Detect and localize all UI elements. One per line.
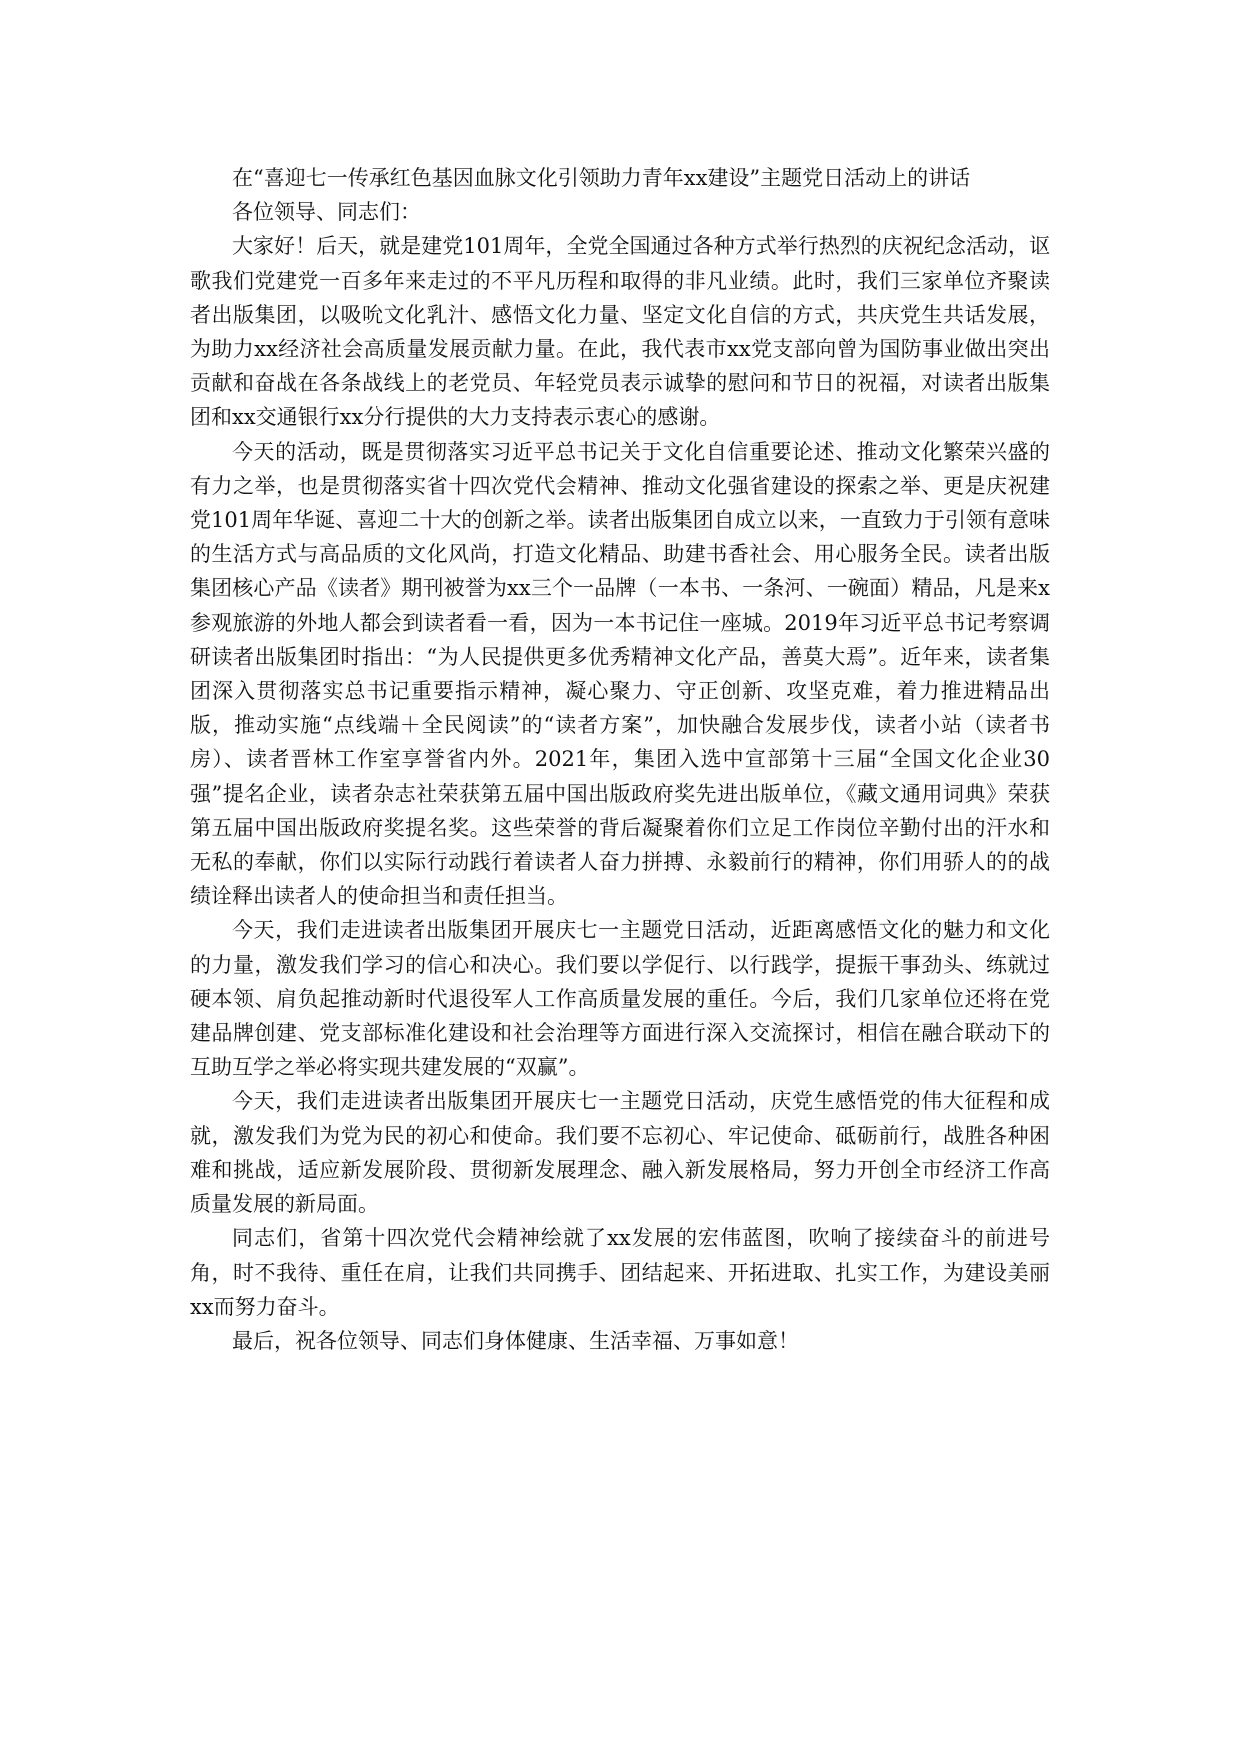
paragraph-learning: 今天，我们走进读者出版集团开展庆七一主题党日活动，近距离感悟文化的魅力和文化的力量，激发我们学习的信心和决心。我们要以学促行、以行践学，提振干事劲头、练就过硬本领、肩负起推动新时代退役军人工作高质量发展的重任。今后，我们几家单位还将在党建品牌创建、党支部标准化建设和社会治理等方面进行深入交流探讨，相信在融合联动下的互助互学之举必将实现共建发展的“双赢”。 bbox=[190, 918, 1050, 1080]
speech-body bbox=[190, 161, 1050, 1358]
paragraph-significance: 今天的活动，既是贯彻落实习近平总书记关于文化自信重要论述、推动文化繁荣兴盛的有力之举，也是贯彻落实省十四次党代会精神、推动文化强省建设的探索之举、更是庆祝建党101周年华诞、喜迎二十大的创新之举。读者出版集团自成立以来，一直致力于引领有意味的生活方式与高品质的文化风尚，打造文化精品、助建书香社会、用心服务全民。读者出版集团核心产品《读者》期刊被誉为xx三个一品牌（一本书、一条河、一碗面）精品，凡是来x参观旅游的外地人都会到读者看一看，因为一本书记住一座城。2019年习近平总书记考察调研读者出版集团时指出：“为人民提供更多优秀精神文化产品，善莫大焉”。近年来，读者集团深入贯彻落实总书记重要指示精神，凝心聚力、守正创新、攻坚克难，着力推进精品出版，推动实施“点线端＋全民阅读”的“读者方案”，加快融合发展步伐，读者小站（读者书房）、读者晋林工作室享誉省内外。2021年，集团入选中宣部第十三届“全国文化企业30强”提名企业，读者杂志社荣获第五届中国出版政府奖先进出版单位，《藏文通用词典》荣获第五届中国出版政府奖提名奖。这些荣誉的背后凝聚着你们立足工作岗位辛勤付出的汗水和无私的奉献，你们以实际行动践行着读者人奋力拼搏、永毅前行的精神，你们用骄人的的战绩诠释出读者人的使命担当和责任担当。 bbox=[190, 439, 1050, 909]
paragraph-call-to-action: 同志们，省第十四次党代会精神绘就了xx发展的宏伟蓝图，吹响了接续奋斗的前进号角，时不我待、重任在肩，让我们共同携手、团结起来、开拓进取、扎实工作，为建设美丽xx而努力奋斗。 bbox=[190, 1226, 1050, 1319]
paragraph-mission: 今天，我们走进读者出版集团开展庆七一主题党日活动，庆党生感悟党的伟大征程和成就，激发我们为党为民的初心和使命。我们要不忘初心、牢记使命、砥砺前行，战胜各种困难和挑战，适应新发展阶段、贯彻新发展理念、融入新发展格局，努力开创全市经济工作高质量发展的新局面。 bbox=[190, 1089, 1050, 1217]
paragraph-opening: 大家好！后天，就是建党101周年，全党全国通过各种方式举行热烈的庆祝纪念活动，讴歌我们党建党一百多年来走过的不平凡历程和取得的非凡业绩。此时，我们三家单位齐聚读者出版集团，以吸吮文化乳汁、感悟文化力量、坚定文化自信的方式，共庆党生共话发展，为助力xx经济社会高质量发展贡献力量。在此，我代表市xx党支部向曾为国防事业做出突出贡献和奋战在各条战线上的老党员、年轻党员表示诚挚的慰问和节日的祝福，对读者出版集团和xx交通银行xx分行提供的大力支持表示衷心的感谢。 bbox=[190, 234, 1050, 430]
document-title: 在“喜迎七一传承红色基因血脉文化引领助力青年xx建设”主题党日活动上的讲话 bbox=[232, 166, 971, 190]
salutation: 各位领导、同志们： bbox=[232, 200, 421, 225]
paragraph-closing: 最后，祝各位领导、同志们身体健康、生活幸福、万事如意！ bbox=[232, 1328, 799, 1353]
